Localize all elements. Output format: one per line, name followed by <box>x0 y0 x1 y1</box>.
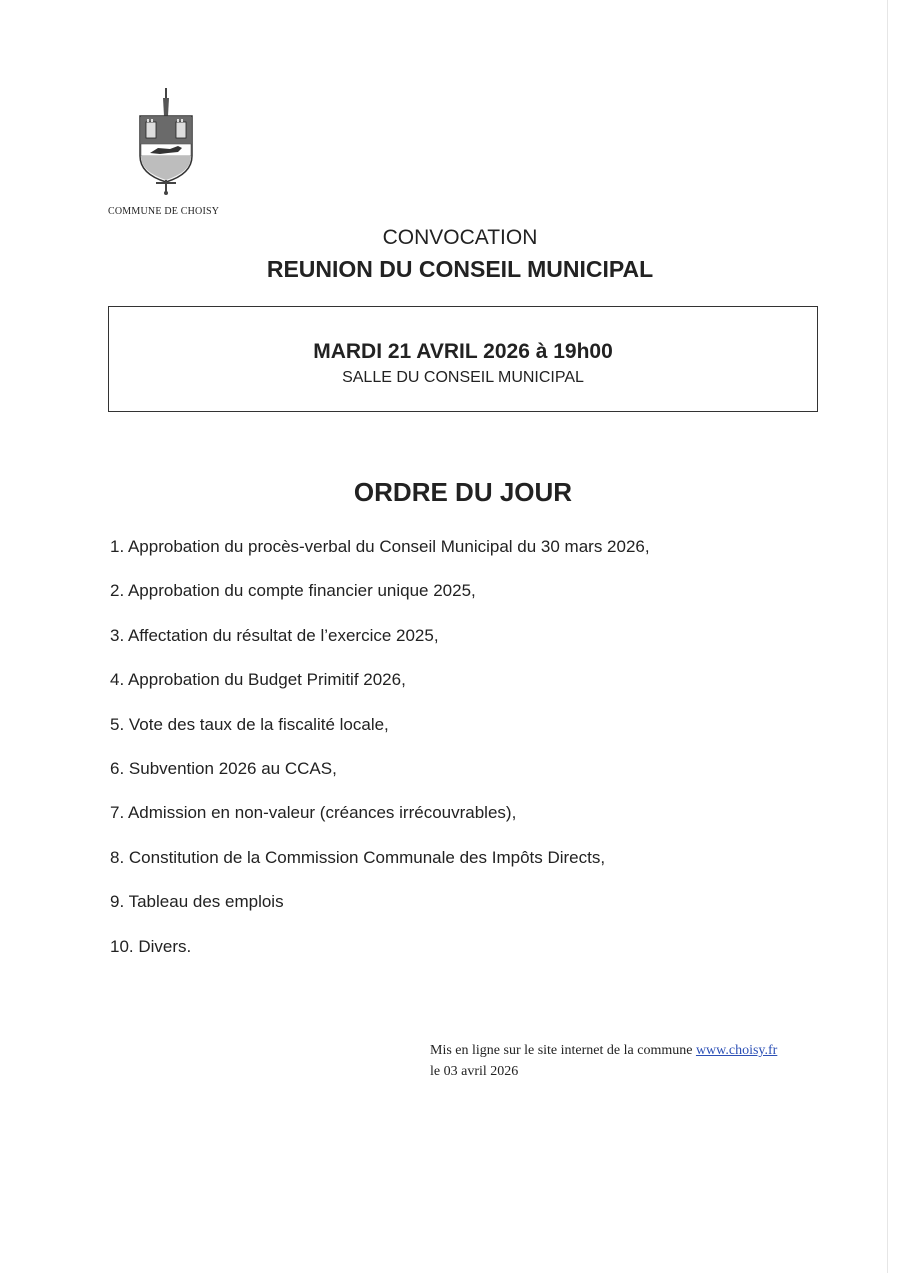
meeting-location: SALLE DU CONSEIL MUNICIPAL <box>342 369 584 386</box>
agenda-item: 6. Subvention 2026 au CCAS, <box>110 758 337 778</box>
meeting-details-box <box>108 306 818 412</box>
agenda-item: 7. Admission en non-valeur (créances irrécouvrables), <box>110 803 517 823</box>
agenda-item: 1. Approbation du procès-verbal du Conseil Municipal du 30 mars 2026, <box>110 537 650 556</box>
meeting-subtitle: REUNION DU CONSEIL MUNICIPAL <box>266 256 654 282</box>
commune-name: COMMUNE DE CHOISY <box>108 206 220 217</box>
publication-date: le 03 avril 2026 <box>430 1064 519 1079</box>
agenda-item: 9. Tableau des emplois <box>110 892 284 912</box>
coat-of-arms-icon <box>134 86 198 196</box>
agenda-item: 5. Vote des taux de la fiscalité locale, <box>110 714 389 734</box>
agenda-item: 10. Divers. <box>110 936 192 956</box>
document-title: CONVOCATION <box>382 226 538 249</box>
meeting-date-time: MARDI 21 AVRIL 2026 à 19h00 <box>313 340 613 363</box>
agenda-item: 3. Affectation du résultat de l’exercice 2025, <box>110 625 439 645</box>
agenda-item: 2. Approbation du compte financier unique 2025, <box>110 581 476 601</box>
publication-text: Mis en ligne sur le site internet de la commune <box>430 1043 693 1058</box>
agenda-item: 4. Approbation du Budget Primitif 2026, <box>110 670 406 690</box>
agenda-item: 8. Constitution de la Commission Communale des Impôts Directs, <box>110 847 606 867</box>
agenda-heading: ORDRE DU JOUR <box>353 477 573 507</box>
agenda-list <box>110 536 650 980</box>
publication-line <box>430 1040 777 1061</box>
publication-note <box>430 1040 777 1082</box>
page-edge <box>887 0 888 1273</box>
website-link[interactable]: www.choisy.fr <box>695 1043 778 1058</box>
